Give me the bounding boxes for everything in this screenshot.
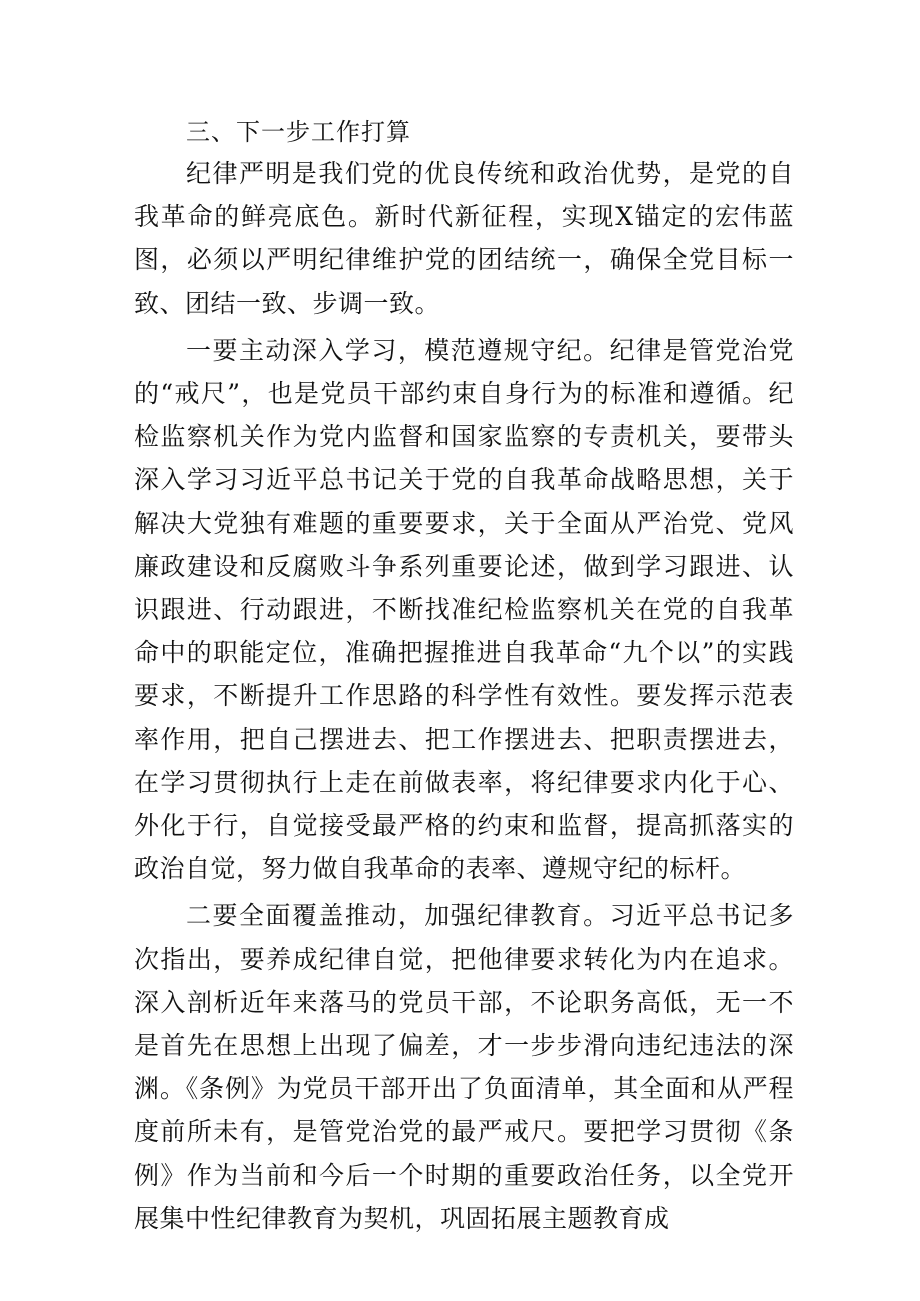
paragraph-point-two: 二要全面覆盖推动，加强纪律教育。习近平总书记多次指出，要养成纪律自觉，把他律要求转化为内在追求。深入剖析近年来落马的党员干部，不论职务高低，无一不是首先在思想上出现了偏差，才一步步滑向违纪违法的深渊。《条例》为党员干部开出了负面清单，其全面和从严程度前所未有，是管党治党的最严戒尺。要把学习贯彻《条例》作为当前和今后一个时期的重要政治任务，以全党开展集中性纪律教育为契机，巩固拓展主题教育成 [134, 901, 794, 1233]
paragraph-point-one: 一要主动深入学习，模范遵规守纪。纪律是管党治党的“戒尺”，也是党员干部约束自身行为的标准和遵循。纪检监察机关作为党内监督和国家监察的专责机关，要带头深入学习习近平总书记关于党的自我革命战略思想，关于解决大党独有难题的重要要求，关于全面从严治党、党风廉政建设和反腐败斗争系列重要论述，做到学习跟进、认识跟进、行动跟进，不断找准纪检监察机关在党的自我革命中的职能定位，准确把握推进自我革命“九个以”的实践要求，不断提升工作思路的科学性有效性。要发挥示范表率作用，把自己摆进去、把工作摆进去、把职责摆进去，在学习贯彻执行上走在前做表率，将纪律要求内化于心、外化于行，自觉接受最严格的约束和监督，提高抓落实的政治自觉，努力做自我革命的表率、遵规守纪的标杆。 [134, 335, 794, 884]
paragraph-intro: 纪律严明是我们党的优良传统和政治优势，是党的自我革命的鲜亮底色。新时代新征程，实现X锚定的宏伟蓝图，必须以严明纪律维护党的团结统一，确保全党目标一致、团结一致、步调一致。 [134, 159, 794, 318]
document-body [134, 112, 794, 1240]
section-heading: 三、下一步工作打算 [186, 118, 411, 146]
